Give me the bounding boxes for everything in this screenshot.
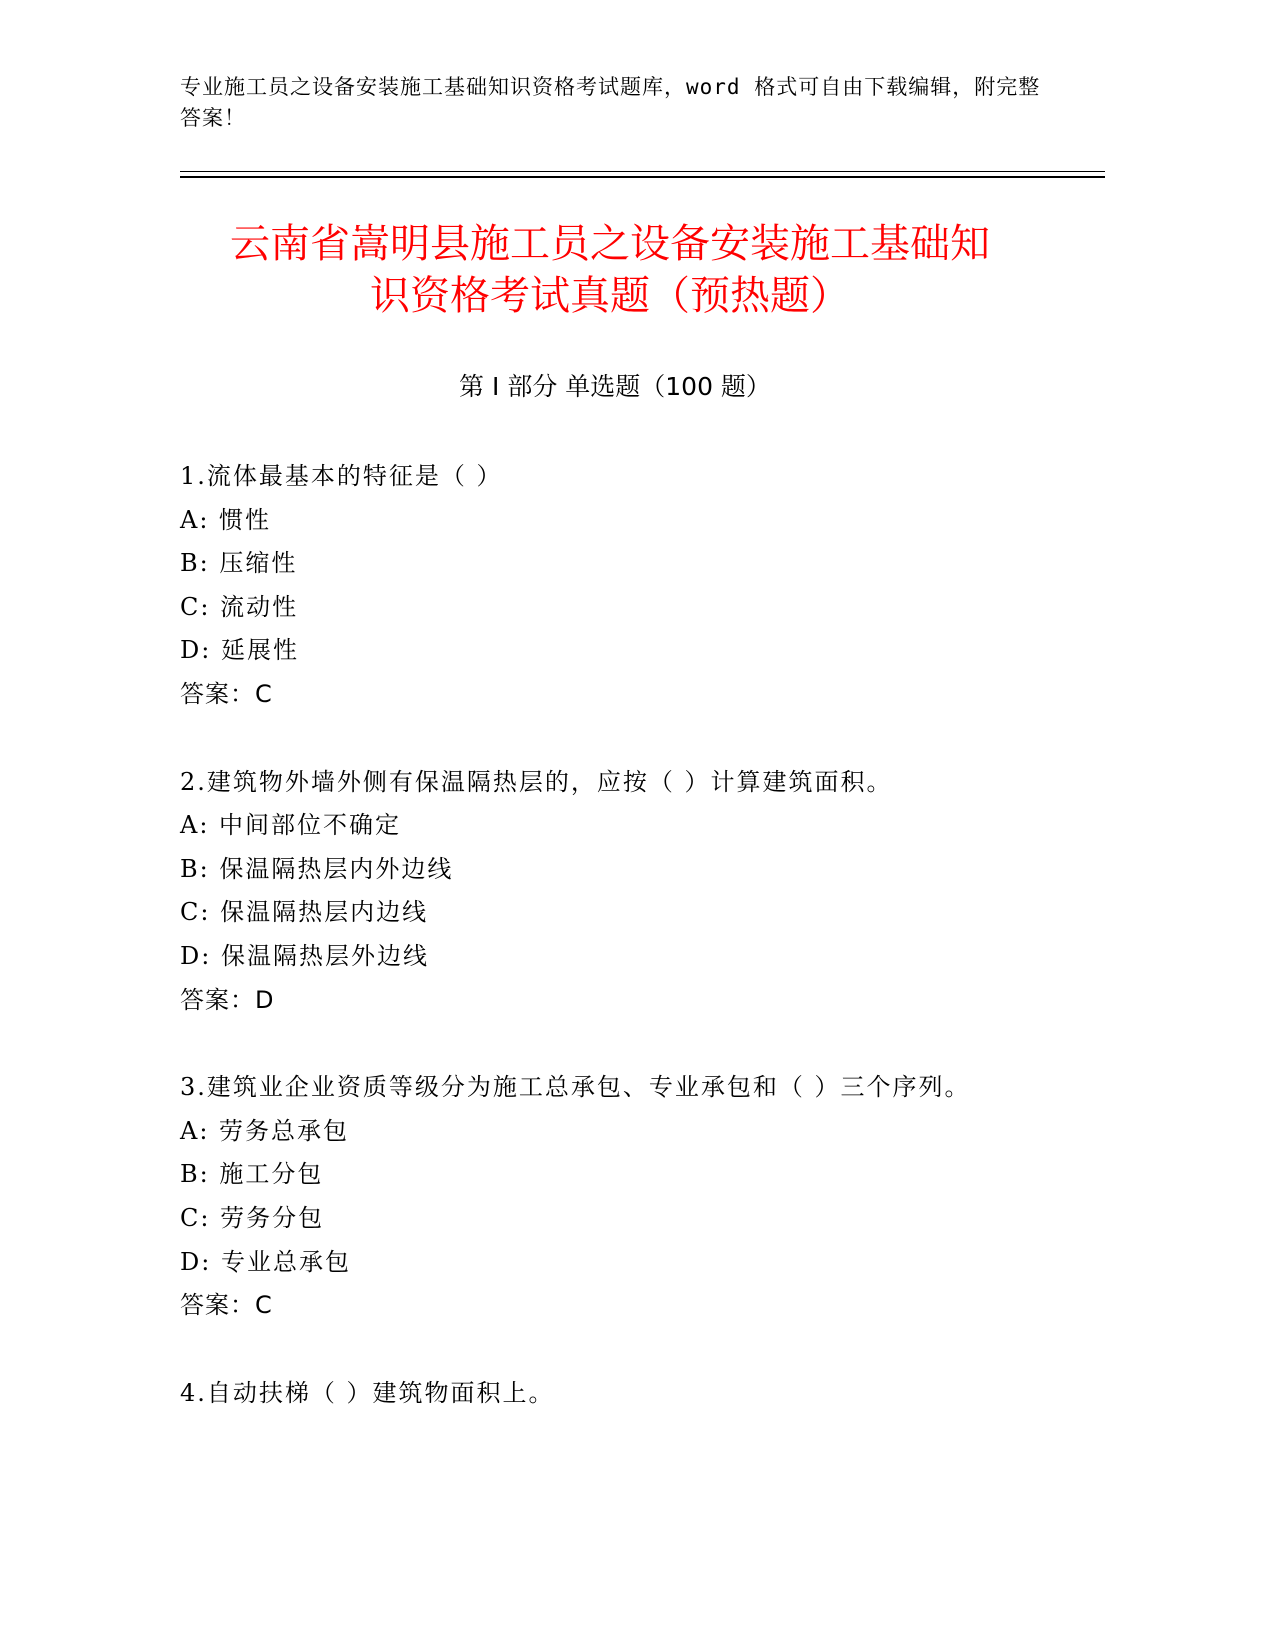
question-1 bbox=[180, 455, 1100, 717]
document-title bbox=[160, 218, 1060, 322]
header-note: 专业施工员之设备安装施工基础知识资格考试题库，word 格式可自由下载编辑，附完整答案！ bbox=[180, 75, 1041, 130]
question-3 bbox=[180, 1066, 1100, 1328]
option-b: B: 压缩性 bbox=[180, 549, 298, 578]
question-4 bbox=[180, 1372, 1100, 1416]
answer: 答案：C bbox=[180, 679, 273, 708]
option-d: D: 保温隔热层外边线 bbox=[180, 941, 429, 970]
header-divider-thick bbox=[180, 176, 1105, 178]
header-divider-thin bbox=[180, 171, 1105, 172]
option-a: A: 中间部位不确定 bbox=[180, 811, 402, 840]
option-a: A: 惯性 bbox=[180, 505, 272, 534]
question-stem: 1.流体最基本的特征是（ ） bbox=[180, 462, 503, 490]
option-c: C: 保温隔热层内边线 bbox=[180, 898, 429, 927]
answer: 答案：C bbox=[180, 1291, 273, 1320]
option-c: C: 流动性 bbox=[180, 592, 299, 621]
option-d: D: 延展性 bbox=[180, 636, 299, 665]
option-d: D: 专业总承包 bbox=[180, 1247, 351, 1276]
option-b: B: 保温隔热层内外边线 bbox=[180, 854, 454, 883]
question-2 bbox=[180, 761, 1100, 1023]
question-stem: 3.建筑业企业资质等级分为施工总承包、专业承包和（ ）三个序列。 bbox=[180, 1073, 971, 1102]
document-title-line-1: 云南省嵩明县施工员之设备安装施工基础知 bbox=[230, 221, 990, 267]
document-title-line-2: 识资格考试真题（预热题） bbox=[370, 273, 850, 319]
section-title: 第 I 部分 单选题（100 题） bbox=[459, 372, 771, 401]
option-a: A: 劳务总承包 bbox=[180, 1116, 350, 1145]
question-stem: 2.建筑物外墙外侧有保温隔热层的，应按（ ）计算建筑面积。 bbox=[180, 767, 893, 796]
answer: 答案：D bbox=[180, 985, 275, 1014]
question-stem: 4.自动扶梯（ ）建筑物面积上。 bbox=[180, 1378, 555, 1407]
option-b: B: 施工分包 bbox=[180, 1160, 324, 1189]
question-list bbox=[180, 455, 1100, 1459]
option-c: C: 劳务分包 bbox=[180, 1203, 325, 1232]
